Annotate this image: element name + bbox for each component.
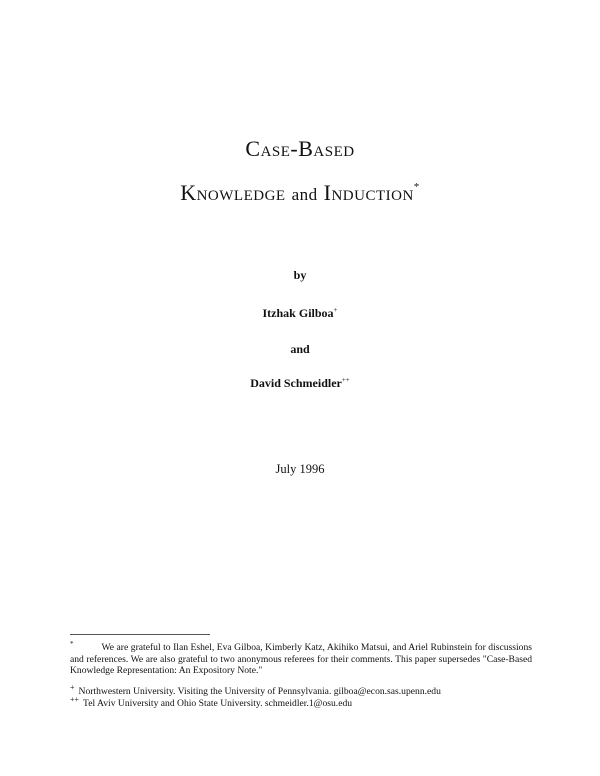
footnote-2-mark: +: [70, 683, 75, 692]
publication-date: July 1996: [275, 462, 325, 476]
author-conjunction: and: [290, 342, 310, 356]
footnote-1: [70, 639, 532, 677]
author-1-mark: +: [333, 306, 338, 314]
title-word-knowledge: Knowledge: [180, 180, 286, 205]
author-2: [0, 376, 600, 391]
title-footnote-mark: *: [413, 180, 420, 193]
footnote-3-text: Tel Aviv University and Ohio State University. schmeidler.1@osu.edu: [83, 698, 353, 710]
author-2-mark: ++: [341, 376, 350, 384]
paper-title-line-2: [0, 180, 600, 206]
title-word-induction: Induction: [323, 180, 414, 205]
footnote-divider: [70, 634, 210, 635]
author-2-name: David Schmeidler: [250, 376, 342, 390]
footnote-2-text: Northwestern University. Visiting the University of Pennsylvania. gilboa@econ.sas.upenn.edu: [78, 686, 441, 698]
paper-title-line-1: [0, 136, 600, 162]
footnote-3-mark: ++: [70, 695, 80, 704]
byline: by: [293, 268, 307, 282]
footnote-1-text: We are grateful to Ilan Eshel, Eva Gilboa, Kimberly Katz, Akihiko Matsui, and Ariel Rubinstein for discussions and references. We are also grateful to two anonymous referees for their comments. This paper supersedes "Case-Based Knowledge Representation: An Expository Note.": [70, 642, 532, 677]
author-1-name: Itzhak Gilboa: [262, 306, 334, 320]
title-word-case-based: Case-Based: [245, 136, 355, 161]
footnote-1-mark: *: [70, 640, 74, 648]
footnote-3: [70, 694, 532, 710]
author-1: [0, 306, 600, 321]
title-word-and: and: [291, 185, 318, 204]
